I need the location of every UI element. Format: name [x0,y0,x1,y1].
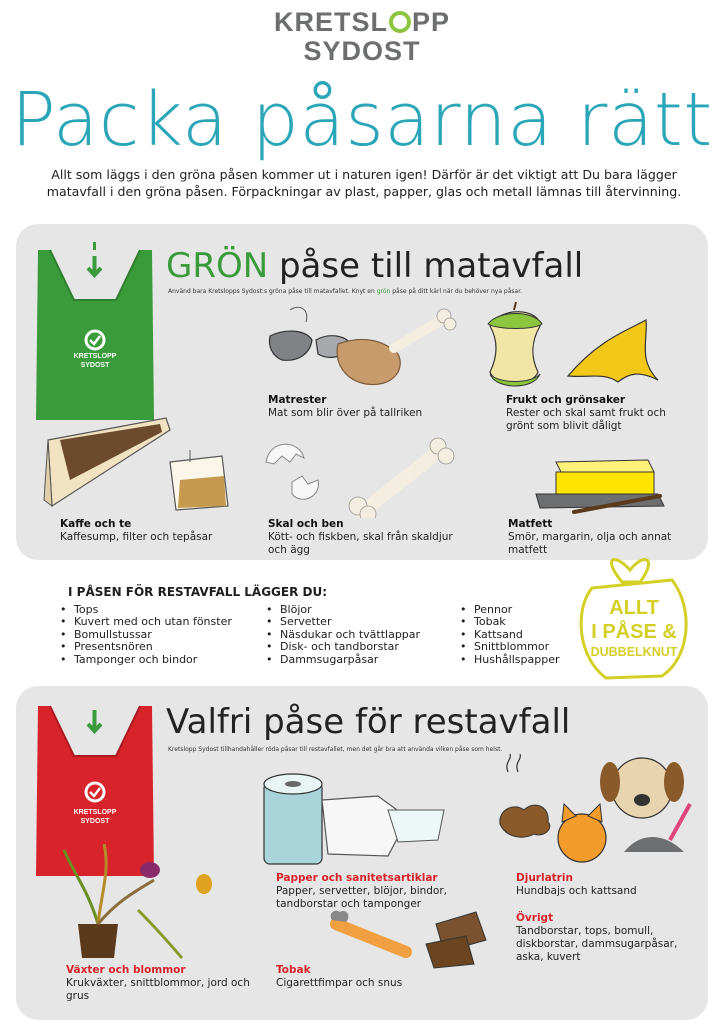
list-item: • Servetter [266,616,452,628]
list-item: • Tops [60,604,260,616]
green-bag-icon [30,238,160,420]
residual-waste-list-heading: I PÅSEN FÖR RESTAVFALL LÄGGER DU: [68,585,328,599]
list-item: • Presentsnören [60,641,260,653]
green-section-subtitle: Använd bara Kretslopps Sydost:s gröna påse till matavfallet. Knyt en grön påse på ditt kärl när du behöver nya påsar. [168,288,523,295]
category-paper-sanitary: Papper och sanitetsartiklar Papper, servetter, blöjor, bindor, tandborstar och tamponger [276,872,448,910]
green-section-title: GRÖN påse till matavfall [166,246,584,286]
green-bag-label: KRETSLOPP SYDOST [73,353,117,369]
red-section-subtitle: Kretslopp Sydost tillhandahåller röda påsar till restavfallet, men det går bra att använda vilken påse som helst. [168,746,503,753]
list-item: • Näsdukar och tvättlappar [266,629,452,641]
animal-litter-illustration [494,752,700,864]
tobacco-illustration [326,904,496,970]
category-fats: Matfett Smör, margarin, olja och annat matfett [508,518,672,556]
list-item: • Tobak [460,616,578,628]
list-item: • Kattsand [460,629,578,641]
list-item: • Dammsugarpåsar [266,654,452,666]
recycle-loop-icon [389,11,411,33]
category-tobacco: Tobak Cigarettfimpar och snus [276,964,403,989]
residual-waste-list-col-2 [266,604,452,666]
list-item: • Pennor [460,604,578,616]
list-item: • Tamponger och bindor [60,654,260,666]
list-item: • Bomullstussar [60,629,260,641]
red-bag-label: KRETSLOPP SYDOST [73,809,117,825]
list-item: • Disk- och tandborstar [266,641,452,653]
plants-flowers-illustration [58,840,218,962]
residual-waste-list-col-1 [60,604,260,666]
paper-sanitary-illustration [258,770,458,868]
intro-text: Allt som läggs i den gröna påsen kommer ut i naturen igen! Därför är det viktigt att Du bara lägger matavfall i den gröna påsen. Förpackningar av plast, papper, glas och metall lämnas till återvinning. [46,167,682,199]
residual-waste-list-col-3 [460,604,578,666]
category-animal-litter: Djurlatrin Hundbajs och kattsand [516,872,637,897]
list-item: • Blöjor [266,604,452,616]
list-item: • Kuvert med och utan fönster [60,616,260,628]
fruit-vegetables-illustration [478,300,678,392]
red-section-title: Valfri påse för restavfall [166,702,571,742]
coffee-tea-illustration [40,410,236,514]
tie-bag-badge: ALLT I PÅSE & DUBBELKNUT [590,597,678,659]
category-fruit-vegetables: Frukt och grönsaker Rester och skal samt frukt och grönt som blivit dåligt [506,394,666,432]
page-title: Packa påsarna rätt [11,77,713,163]
category-food-leftovers: Matrester Mat som blir över på tallriken [268,394,423,419]
category-shells-bones: Skal och ben Kött- och fiskben, skal från skaldjur och ägg [268,518,453,556]
category-other: Övrigt Tandborstar, tops, bomull, diskborstar, dammsugarpåsar, aska, kuvert [516,912,678,963]
category-coffee-tea: Kaffe och te Kaffesump, filter och tepåsar [60,518,213,543]
list-item: • Hushållspapper [460,654,578,666]
category-plants-flowers: Växter och blommor Krukväxter, snittblommor, jord och grus [66,964,250,1002]
shells-bones-illustration [262,434,462,518]
leftover-food-illustration [266,300,466,392]
brand-logo: KRETSL PP SYDOST [273,7,451,66]
butter-illustration [530,452,670,518]
list-item: • Snittblommor [460,641,578,653]
